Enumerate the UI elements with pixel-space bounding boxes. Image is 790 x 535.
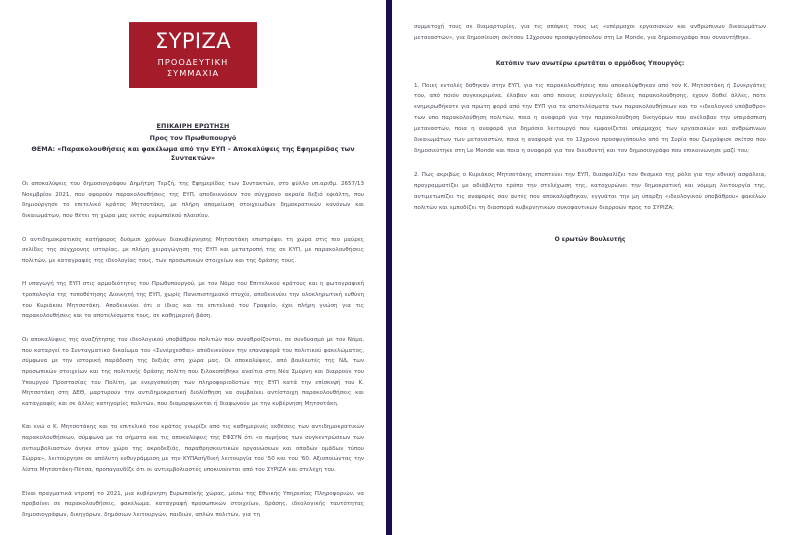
document-subject-line: ΘΕΜΑ: «Παρακολουθήσεις και φακέλωμα από την ΕΥΠ – Αποκαλύψεις της Εφημερίδας των Συντακτών» (31, 145, 355, 162)
document-page-1 (0, 0, 386, 535)
paragraph: Οι αποκαλύψεις της αναζήτησης του ιδεολογικού υποβάθρου πολιτών που συναθροίζονται, σε συνδυασμό με τον Νόμο, που καταργεί το Συνταγματικό δικαίωμα του «Συνέρχεσθαι» αποδεικνύουν την επαναφορά του πολιτικού φακελώματος, σύμφωνα με την ιστορική παράδοση της δεξιάς στη χώρα μας. Οι αποκαλύψεις, από βουλευτές της ΝΔ, των προσωπικών στοιχείων και της πολιτικής δράσης πολίτη που ξιλοκοπήθηκε αναίτια στη Νέα Σμύρνη και διαρρούν του Υπουργού Προστασίας του Πολίτη, με ενεργοποίηση των πληροφοριοδοτών της ΕΥΠ κατά την επίσκεψή του Κ. Μητσοτάκη στη ΔΕΘ, μαρτυρούν την αντιδημοκρατική διολίσθηση να συμβαίνει αντίστοιχη παρακολουθήσεις και καταγραφές και σε άλλες κατηγορίες πολιτών, που διαμορφώνεται ή διαφωνούν με την κυβέρνηση Μητσοτάκη. (22, 336, 364, 407)
document-kind-heading: ΕΠΙΚΑΙΡΗ ΕΡΩΤΗΣΗ (156, 122, 230, 130)
logo-subtitle-line1: ΠΡΟΟΔΕΥΤΙΚΗ (157, 56, 229, 67)
question-item: 1. Ποιες εντολές δόθηκαν στην ΕΥΠ, για τις παρακολουθήσεις που αποκαλύφθηκαν από τον Κ. Μητσοτάκη ή Συνεργάτες του, από ποιόν συγκεκριμένα, έλαβαν και από ποιους εισαγγελείς άδειες παρακολούθησης, έχουν δοθεί άλλες, πότε ενημερωθήκατε για πρώτη φορά από την ΕΥΠ για τα αποτελέσματα των παρακολουθήσεων και το «ιδεολογικό υπόβαθρο» των υπο παρακολούθηση πολιτών, ποια η αναφορά για την παρακολούθηση δικηγόρων που ανέλαβαν την υπεράσπιση μεταναστών, ποια η αναφορά για δημόσιο λειτουργό που εμφανίζεται υπέρμαχος των εργασιακών και ανθρώπινων δικαιωμάτων των μεταναστών, ποια η αναφορά για το 12χρονο προσφυγόπουλο από τη Συρία που ζωγράφισε σκίτσο που δημοσιεύτηκε στη Le Monde και ποια η αναφορά για τον διευθυντή και τον δημοσιογράφο που επικοινώνησε μαζί του; (414, 82, 766, 154)
paragraph: Είναι πραγματικά ντροπή το 2021, μια κυβέρνηση Ευρωπαϊκής χώρας, μέσω της Εθνικής Υπηρεσίας Πληροφοριών, να προβαίνει σε παρακολουθήσεις, φακέλωμα, καταγραφή προσωπικών στοιχείων, δράσης, ιδεολογικής ταυτότητας δημοσιογράφων, δικηγόρων, δημόσιων λειτουργών, παιδιών, απλών πολιτών, για τη (22, 490, 364, 518)
page-top-spacer (414, 14, 766, 22)
paragraph: Ο αντιδημοκρατικός κατήφορος δυόμισι χρόνων διακυβέρνησης Μητσοτάκη επιστρέφει τη χώρα στις πιο μαύρες σελίδες της σύγχρονης ιστορίας, με πλήρη χειραγώγηση της ΕΥΠ και μετατροπή της σε ΚΥΠ, με παρακολουθήσεις πολιτών, με καταγραφές της ιδεολογίας τους, των προσωπικών στοιχείων και της δράσης τους. (22, 236, 364, 264)
syriza-logo-badge (129, 22, 257, 88)
paragraph-continued: συμμετοχή τους σε διαμαρτυρίες, για τις απόψεις τους ως «υπέρμαχοι εργασιακών και ανθρώπινων δικαιωμάτων μεταναστών», για δημοσίευση σκίτσου 12χρονου προσφυγόπουλου στη Le Monde, για δημοσιογράφο που συναντήθηκε. (414, 24, 766, 41)
document-addressee: Προς τον Πρωθυπουργό (149, 134, 237, 142)
paragraph: Η υπαγωγή της ΕΥΠ στις αρμοδιότητες του Πρωθυπουργού, με τον Νόμο του Επιτελικού κράτους και η φωτογραφική τροπολογία της τοποθέτησης Διοικητή της ΕΥΠ, χωρίς Πανεπιστημιακό πτυχίο, αποδεικνύει την ολοκληρωτική ευθύνη του Κυριάκου Μητσοτάκη. Αποδεικνύει ότι ο ίδιος και το επιτελικό του Γραφείο, έχει πλήρη γνώση για τις παρακολουθήσεις και τα αποτελέσματα τους, σε καθημερινή βάση. (22, 281, 364, 320)
party-logo (22, 22, 364, 88)
questions-heading: Κατόπιν των ανωτέρω ερωτάται ο αρμόδιος Υπουργός: (495, 59, 685, 67)
paragraph: Οι αποκαλύψεις του δημοσιογράφου Δημήτρη Τερζή, της Εφημερίδας των Συντακτών, στο φύλλο υπ.αριθμ. 2657/13 Νοεμβρίου 2021, που αφορούν παρακολουθήσεις της ΕΥΠ, αποδεικνύουν τον σύγχρονο ακραία δεξιό εφιάλτη, που δημιούργησε το επιτελικό κράτος Μητσοτάκη, με πλήρη απομείωση στοιχειωδών δημοκρατικών κανόνων και δικαιωμάτων, που θέτει τη χώρα μας εκτός ευρωπαϊκού πλαισίου. (22, 180, 364, 219)
logo-title: ΣΥΡΙΖΑ (154, 28, 232, 53)
signature-line: Ο ερωτών Βουλευτής (554, 235, 626, 243)
question-item: 2. Πως ακριβώς ο Κυριάκος Μητσοτάκης εποπτεύει την ΕΥΠ, διασφαλίζει τον θεσμικό της ρόλο για την εθνική ασφάλεια, προγραμματίζει με αδιάβλητο τρόπο την στελέχωση της, κατοχυρώνει την δημοκρατική και νόμιμη λειτουργία της, αντιμετωπίζει τις αναφορές σαν αυτές που αποκαλύφθηκαν, εγγυάται την μη ύπαρξη «ιδεολογικού υποβάθρου» φακέλων πολιτών και εμποδίζει τη διασπορά κυβερνητικών συκοφαντικών διαρροών προς το ΣΥΡΙΖΑ; (414, 172, 766, 211)
paragraph: Και ενώ ο Κ. Μητσοτάκης και το επιτελικό του κράτος γνωρίζε από τις καθημερινές εκθέσεις των αντιδημοκρατικών παρακολουθήσεων, σύμφωνα με τα σήματα και τις αποκαλύψεις της ΕΦΣΥΝ ότι «ο πυρήνας των συγκεντρώσεων των αντιεμβολιαστών άνηκε στον χώρο της ακροδεξιάς, παραθρησκευτικών οργανώσεων και οπαδών ομάδων τύπου Σώρρα», λειτούργησε σε απόλυτη ευθυγράμμιση με την ΚΥΠΑσή/δική λειτουργία του '50 και του '60. Αξιοποιώντας την λίστα Μητσοτάκη-Πέτσα, προπαγανδίζε ότι οι αντιεμβολιαστές υποκινούνται από τον ΣΥΡΙΖΑ και στελέχη του. (22, 424, 364, 474)
document-page-2 (392, 0, 790, 535)
logo-subtitle-line2: ΣΥΜΜΑΧΙΑ (166, 68, 220, 78)
